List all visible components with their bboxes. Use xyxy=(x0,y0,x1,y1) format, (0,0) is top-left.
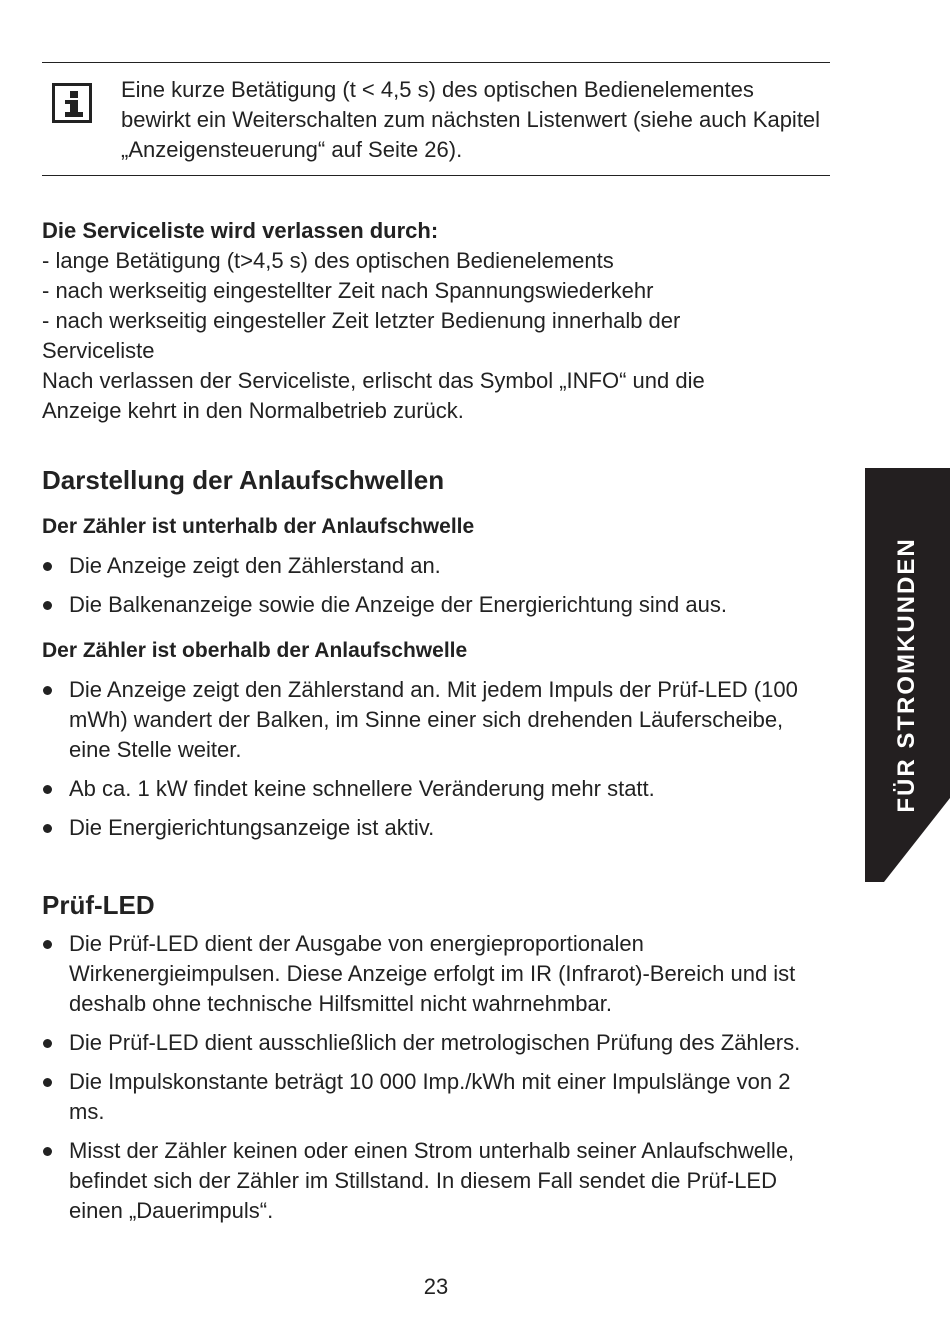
service-list-line: - lange Betätigung (t>4,5 s) des optischen Bedienelements xyxy=(42,248,614,273)
service-list-line: Nach verlassen der Serviceliste, erlischt das Symbol „INFO“ und die xyxy=(42,368,705,393)
list-item: Die Prüf-LED dient der Ausgabe von energieproportionalen Wirkenergieimpulsen. Diese Anzeige erfolgt im IR (Infrarot)-Bereich und ist deshalb ohne technische Hilfsmittel nicht wahrnehmbar. xyxy=(42,929,832,1019)
service-list-exit-heading: Die Serviceliste wird verlassen durch: xyxy=(42,218,439,243)
list-item: Misst der Zähler keinen oder einen Strom unterhalb seiner Anlaufschwelle, befindet sich der Zähler im Stillstand. In diesem Fall sendet die Prüf-LED einen „Dauerimpuls“. xyxy=(42,1136,832,1226)
list-item: Die Prüf-LED dient ausschließlich der metrologischen Prüfung des Zählers. xyxy=(42,1028,832,1058)
below-threshold-list xyxy=(42,551,842,620)
service-list-line: - nach werkseitig eingestellter Zeit nach Spannungswiederkehr xyxy=(42,278,654,303)
list-item: Die Anzeige zeigt den Zählerstand an. xyxy=(42,551,842,581)
info-note-text: Eine kurze Betätigung (t < 4,5 s) des optischen Bedienelementes bewirkt ein Weiterschalten zum nächsten Listenwert (siehe auch Kapitel „Anzeigensteuerung“ auf Seite 26). xyxy=(121,77,821,162)
list-item: Die Impulskonstante beträgt 10 000 Imp./kWh mit einer Impulslänge von 2 ms. xyxy=(42,1067,832,1127)
thresholds-heading: Darstellung der Anlaufschwellen xyxy=(42,465,445,495)
section-side-tab xyxy=(865,468,950,882)
info-icon xyxy=(52,83,92,123)
side-tab-label: FÜR STROMKUNDEN xyxy=(893,537,920,813)
below-threshold-heading: Der Zähler ist unterhalb der Anlaufschwelle xyxy=(42,515,475,538)
list-item: Die Energierichtungsanzeige ist aktiv. xyxy=(42,813,812,843)
service-list-line: - nach werkseitig eingesteller Zeit letzter Bedienung innerhalb der xyxy=(42,308,681,333)
list-item: Die Balkenanzeige sowie die Anzeige der Energierichtung sind aus. xyxy=(42,590,842,620)
pruef-led-heading: Prüf-LED xyxy=(42,890,155,920)
above-threshold-heading: Der Zähler ist oberhalb der Anlaufschwelle xyxy=(42,639,468,662)
page-number: 23 xyxy=(423,1274,449,1299)
list-item: Ab ca. 1 kW findet keine schnellere Veränderung mehr statt. xyxy=(42,774,812,804)
service-list-exit-section xyxy=(42,216,832,426)
service-list-line: Anzeige kehrt in den Normalbetrieb zurück. xyxy=(42,398,464,423)
list-item: Die Anzeige zeigt den Zählerstand an. Mit jedem Impuls der Prüf-LED (100 mWh) wandert der Balken, im Sinne einer sich drehenden Läuferscheibe, eine Stelle weiter. xyxy=(42,675,812,765)
pruef-led-list xyxy=(42,929,832,1226)
above-threshold-list xyxy=(42,675,812,843)
info-note-box xyxy=(42,62,830,176)
service-list-line: Serviceliste xyxy=(42,338,155,363)
